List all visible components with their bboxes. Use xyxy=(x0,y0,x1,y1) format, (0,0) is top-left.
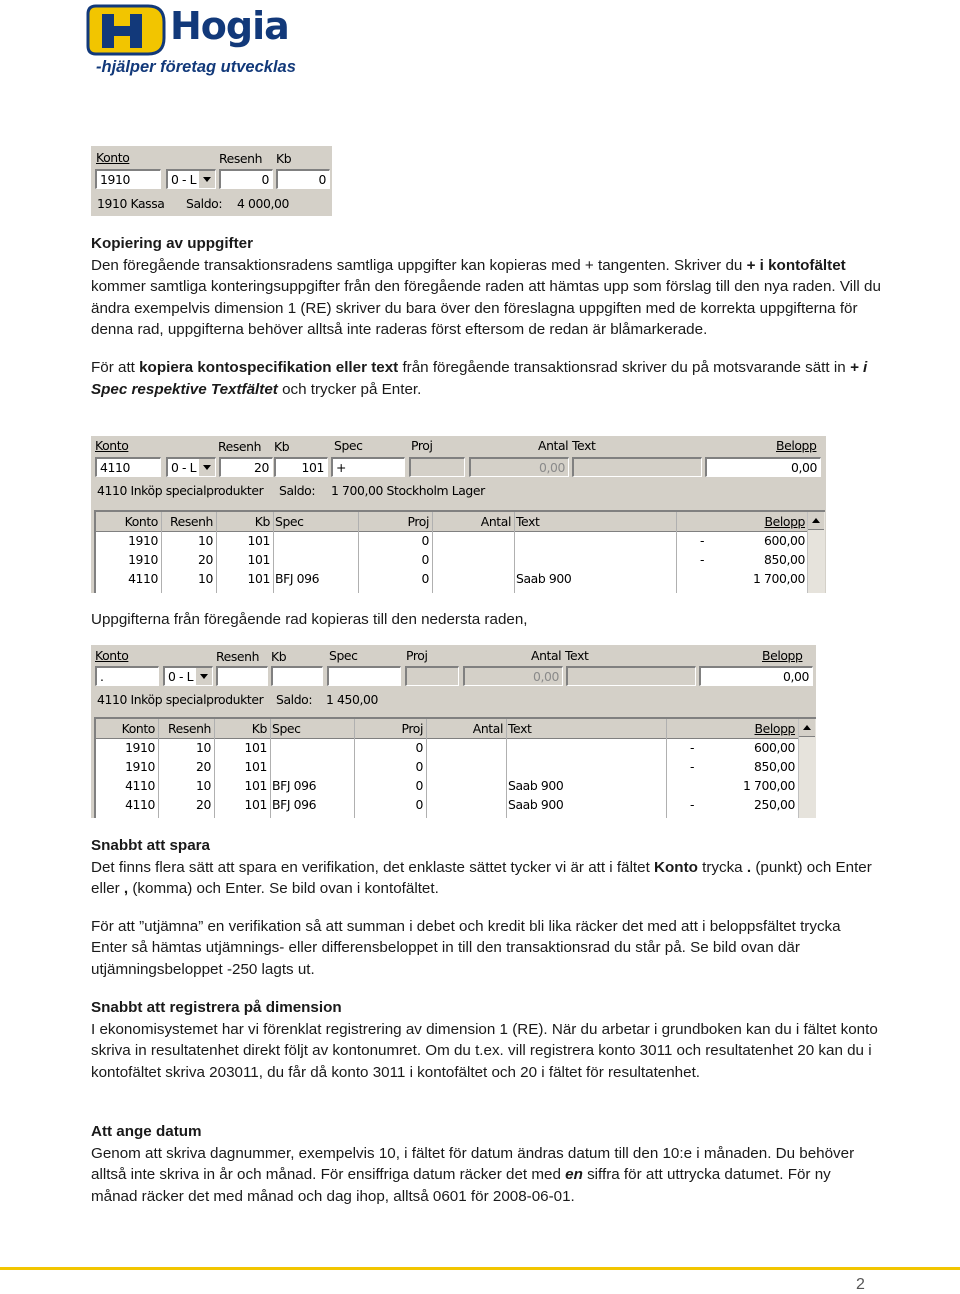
resenh-select[interactable] xyxy=(166,457,216,477)
saldo-value: 1 450,00 xyxy=(326,692,378,707)
label-text: Text xyxy=(565,648,589,663)
cell-resenh: 10 xyxy=(198,571,213,586)
cell-konto: 1910 xyxy=(128,552,158,567)
transaction-grid[interactable] xyxy=(94,510,825,593)
label-spec: Spec xyxy=(329,648,358,663)
bold-italic-run: en xyxy=(565,1166,583,1184)
cell-kb: 101 xyxy=(247,552,270,567)
label-konto: Konto xyxy=(95,438,129,453)
grid-header xyxy=(96,719,799,739)
text-run: Den föregående transaktionsradens samtliga uppgifter kan kopieras med + tangenten. Skriver du xyxy=(91,256,747,274)
account-info: 1910 Kassa xyxy=(97,196,165,211)
grid-scrollbar[interactable] xyxy=(807,512,825,593)
heading-datum: Att ange datum xyxy=(91,1123,202,1140)
copied-rows-note xyxy=(91,609,881,631)
label-antal: Antal xyxy=(538,438,569,453)
bold-run: kopiera kontospecifikation eller text xyxy=(139,358,399,376)
label-konto: Konto xyxy=(95,648,129,663)
account-info: 4110 Inköp specialprodukter xyxy=(97,483,264,498)
grid-scrollbar[interactable] xyxy=(798,719,816,818)
kb-input-left[interactable]: 0 xyxy=(219,169,273,189)
konto-input[interactable]: . xyxy=(95,666,159,686)
heading-dimension: Snabbt att registrera på dimension xyxy=(91,999,342,1016)
cell-konto: 4110 xyxy=(125,778,155,793)
dimension-paragraph: I ekonomisystemet har vi förenklat registrering av dimension 1 (RE). När du arbetar i grundboken kan du i fältet konto skriva in resultatenhet direkt följt av kontonumret. Om du t.ex. vill registrera konto 3011 och resultatenhet 20 kan du i kontofältet skriva 203011, du får då konto 3011 i kontofältet och 20 i fältet för resultatenhet. xyxy=(91,1020,878,1081)
label-resenh: Resenh xyxy=(219,151,263,166)
label-belopp: Belopp xyxy=(762,648,803,663)
cell-proj: 0 xyxy=(415,740,423,755)
chevron-down-icon[interactable] xyxy=(198,459,215,476)
logo-tagline: -hjälper företag utvecklas xyxy=(96,58,296,76)
cell-spec: BFJ 096 xyxy=(272,778,317,793)
cell-kb: 101 xyxy=(244,778,267,793)
proj-input[interactable] xyxy=(405,666,459,686)
cell-konto: 4110 xyxy=(125,797,155,812)
column-header[interactable]: Proj xyxy=(407,514,429,529)
heading-kopiering: Kopiering av uppgifter xyxy=(91,235,254,252)
resenh-value: 0 - L xyxy=(171,460,197,475)
column-header[interactable]: Resenh xyxy=(167,721,211,736)
cell-konto: 4110 xyxy=(128,571,158,586)
kb-input-right[interactable]: 101 xyxy=(274,457,328,477)
bold-run: Konto xyxy=(654,858,698,876)
cell-belopp: 1 700,00 xyxy=(753,571,805,586)
cell-proj: 0 xyxy=(421,571,429,586)
table-row[interactable] xyxy=(96,777,799,796)
text-run: (komma) och Enter. Se bild ovan i kontofältet. xyxy=(128,880,439,898)
saldo-value: 1 700,00 Stockholm Lager xyxy=(331,483,485,498)
cell-resenh: 20 xyxy=(196,759,211,774)
column-header[interactable]: Konto xyxy=(124,514,158,529)
text-run: och trycker på Enter. xyxy=(277,380,422,398)
table-row[interactable] xyxy=(96,551,808,570)
text-run: Genom att skriva dagnummer, exempelvis 10, i fältet för datum ändras datum till den 10:e i månaden. Du behöver alltså inte skriva in år och månad. För ensiffriga datum räcker det med xyxy=(91,1144,855,1184)
chevron-down-icon[interactable] xyxy=(198,171,215,188)
bold-run: . xyxy=(746,858,752,876)
table-row[interactable] xyxy=(96,532,808,551)
cell-proj: 0 xyxy=(421,533,429,548)
column-header[interactable]: Spec xyxy=(272,721,301,736)
column-header[interactable]: Spec xyxy=(275,514,304,529)
scroll-up-icon[interactable] xyxy=(799,719,815,737)
cell-kb: 101 xyxy=(244,740,267,755)
heading-snabbt-spara: Snabbt att spara xyxy=(91,837,210,854)
cell-spec: BFJ 096 xyxy=(275,571,320,586)
kb-input-left[interactable] xyxy=(216,666,268,686)
account-info: 4110 Inköp specialprodukter xyxy=(97,692,264,707)
label-resenh: Resenh xyxy=(218,439,262,454)
label-proj: Proj xyxy=(406,648,428,663)
cell-sign: - xyxy=(690,740,695,755)
table-row[interactable] xyxy=(96,758,799,777)
kb-input-left[interactable]: 20 xyxy=(219,457,273,477)
cell-text: Saab 900 xyxy=(508,778,564,793)
cell-resenh: 20 xyxy=(198,552,213,567)
cell-sign: - xyxy=(700,552,705,567)
column-header[interactable]: Belopp xyxy=(754,721,795,736)
hogia-logo xyxy=(86,2,298,80)
transaction-screenshot-3 xyxy=(91,645,816,818)
spara-paragraph-2: För att ”utjämna” en verifikation så att summan i debet och kredit bli lika räcker det med att i beloppsfältet trycka Enter så hämtas utjämnings- eller differensbeloppet in till den transaktionsrad du står på. Se bild ovan där utjämningsbeloppet -250 lagts ut. xyxy=(91,917,841,978)
label-kb: Kb xyxy=(276,151,292,166)
cell-sign: - xyxy=(690,759,695,774)
cell-proj: 0 xyxy=(421,552,429,567)
cell-text: Saab 900 xyxy=(508,797,564,812)
saldo-label: Saldo: xyxy=(186,196,223,211)
spara-paragraph-1 xyxy=(91,857,881,900)
resenh-select[interactable] xyxy=(166,169,216,189)
account-entry-screenshot-1 xyxy=(91,146,332,216)
text-run: (punkt) och Enter eller xyxy=(91,858,872,898)
chevron-down-icon[interactable] xyxy=(195,668,212,685)
cell-konto: 1910 xyxy=(125,759,155,774)
column-header[interactable]: Kb xyxy=(251,721,267,736)
column-header[interactable]: Antal xyxy=(480,514,511,529)
page-number: 2 xyxy=(856,1276,865,1293)
grid-header xyxy=(96,512,808,532)
konto-input[interactable]: 1910 xyxy=(95,169,161,189)
label-spec: Spec xyxy=(334,438,363,453)
table-row[interactable] xyxy=(96,570,808,589)
label-text: Text xyxy=(572,438,596,453)
cell-kb: 101 xyxy=(247,571,270,586)
saldo-label: Saldo: xyxy=(276,692,313,707)
transaction-grid[interactable] xyxy=(94,717,816,818)
kopiering-paragraph-2 xyxy=(91,357,881,400)
kopiering-paragraph-1 xyxy=(91,255,881,341)
column-header[interactable]: Konto xyxy=(121,721,155,736)
text-run: trycka xyxy=(697,858,747,876)
cell-belopp: 850,00 xyxy=(764,552,805,567)
kb-input-right[interactable]: 0 xyxy=(276,169,330,189)
column-header[interactable]: Belopp xyxy=(764,514,805,529)
section-snabbt-spara xyxy=(91,835,881,981)
cell-resenh: 10 xyxy=(196,778,211,793)
cell-sign: - xyxy=(690,797,695,812)
cell-belopp: 600,00 xyxy=(764,533,805,548)
cell-belopp: 600,00 xyxy=(754,740,795,755)
column-header[interactable]: Text xyxy=(516,514,540,529)
kb-input-right[interactable] xyxy=(271,666,323,686)
text-run: siffra för att uttrycka datumet. För ny månad räcker det med månad och dag ihop, alltså 0601 för 2008-06-01. xyxy=(91,1166,831,1205)
cell-text: Saab 900 xyxy=(516,571,572,586)
scroll-up-icon[interactable] xyxy=(808,512,824,530)
cell-konto: 1910 xyxy=(125,740,155,755)
bold-italic-run: + i Spec respektive Textfältet xyxy=(91,358,868,398)
column-header[interactable]: Text xyxy=(508,721,532,736)
label-proj: Proj xyxy=(411,438,433,453)
label-resenh: Resenh xyxy=(216,649,260,664)
cell-spec: BFJ 096 xyxy=(272,797,317,812)
text-input[interactable] xyxy=(566,666,696,686)
cell-konto: 1910 xyxy=(128,533,158,548)
table-row[interactable] xyxy=(96,739,799,758)
footer-rule xyxy=(0,1267,960,1270)
saldo-value: 4 000,00 xyxy=(237,196,289,211)
cell-kb: 101 xyxy=(247,533,270,548)
cell-sign: - xyxy=(700,533,705,548)
column-header[interactable]: Proj xyxy=(401,721,423,736)
label-kb: Kb xyxy=(271,649,287,664)
label-belopp: Belopp xyxy=(776,438,817,453)
cell-belopp: 850,00 xyxy=(754,759,795,774)
antal-input[interactable]: 0,00 xyxy=(463,666,563,686)
text-input[interactable] xyxy=(572,457,702,477)
label-kb: Kb xyxy=(274,439,290,454)
cell-resenh: 20 xyxy=(196,797,211,812)
cell-proj: 0 xyxy=(415,778,423,793)
cell-resenh: 10 xyxy=(196,740,211,755)
text-run: kommer samtliga konteringsuppgifter från den föregående raden att hämtas upp som förslag till den nya raden. Vill du ändra exempelvis dimension 1 (RE) skriver du bara över den föreslagna uppgiften med de korrekta uppgifterna för denna rad, uppgifterna behöver alltså inte raderas först eftersom de redan är blåmarkerade. xyxy=(91,278,881,339)
section-kopiering xyxy=(91,233,881,400)
belopp-input[interactable]: 0,00 xyxy=(699,666,813,686)
transaction-screenshot-2 xyxy=(91,436,826,593)
resenh-select[interactable] xyxy=(163,666,213,686)
bold-run: , xyxy=(123,880,129,898)
text-run: från föregående transaktionsrad skriver du på motsvarande sätt in xyxy=(398,358,850,376)
spec-input[interactable] xyxy=(327,666,401,686)
text-run: Det finns flera sätt att spara en verifikation, det enklaste sättet tycker vi är att i fältet xyxy=(91,858,655,876)
copied-rows-text: Uppgifterna från föregående rad kopieras till den nedersta raden, xyxy=(91,611,528,628)
resenh-value: 0 - L xyxy=(171,172,197,187)
column-header[interactable]: Resenh xyxy=(169,514,213,529)
cell-kb: 101 xyxy=(244,759,267,774)
logo-wordmark: Hogia xyxy=(170,4,289,48)
cell-proj: 0 xyxy=(415,759,423,774)
section-datum xyxy=(91,1121,881,1207)
cell-belopp: 250,00 xyxy=(754,797,795,812)
cell-proj: 0 xyxy=(415,797,423,812)
proj-input[interactable] xyxy=(409,457,465,477)
column-header[interactable]: Kb xyxy=(254,514,270,529)
label-konto: Konto xyxy=(96,150,130,165)
cell-belopp: 1 700,00 xyxy=(743,778,795,793)
antal-input[interactable]: 0,00 xyxy=(469,457,569,477)
cell-kb: 101 xyxy=(244,797,267,812)
datum-paragraph xyxy=(91,1143,881,1208)
spec-input[interactable]: + xyxy=(331,457,405,477)
hogia-logo-mark xyxy=(86,2,168,58)
belopp-input[interactable]: 0,00 xyxy=(705,457,821,477)
bold-run: + i kontofältet xyxy=(746,256,846,274)
konto-input[interactable]: 4110 xyxy=(95,457,161,477)
cell-resenh: 10 xyxy=(198,533,213,548)
column-header[interactable]: Antal xyxy=(472,721,503,736)
label-antal: Antal xyxy=(531,648,562,663)
saldo-label: Saldo: xyxy=(279,483,316,498)
text-run: För att xyxy=(91,358,140,376)
table-row[interactable] xyxy=(96,796,799,815)
section-dimension xyxy=(91,997,881,1083)
resenh-value: 0 - L xyxy=(168,669,194,684)
